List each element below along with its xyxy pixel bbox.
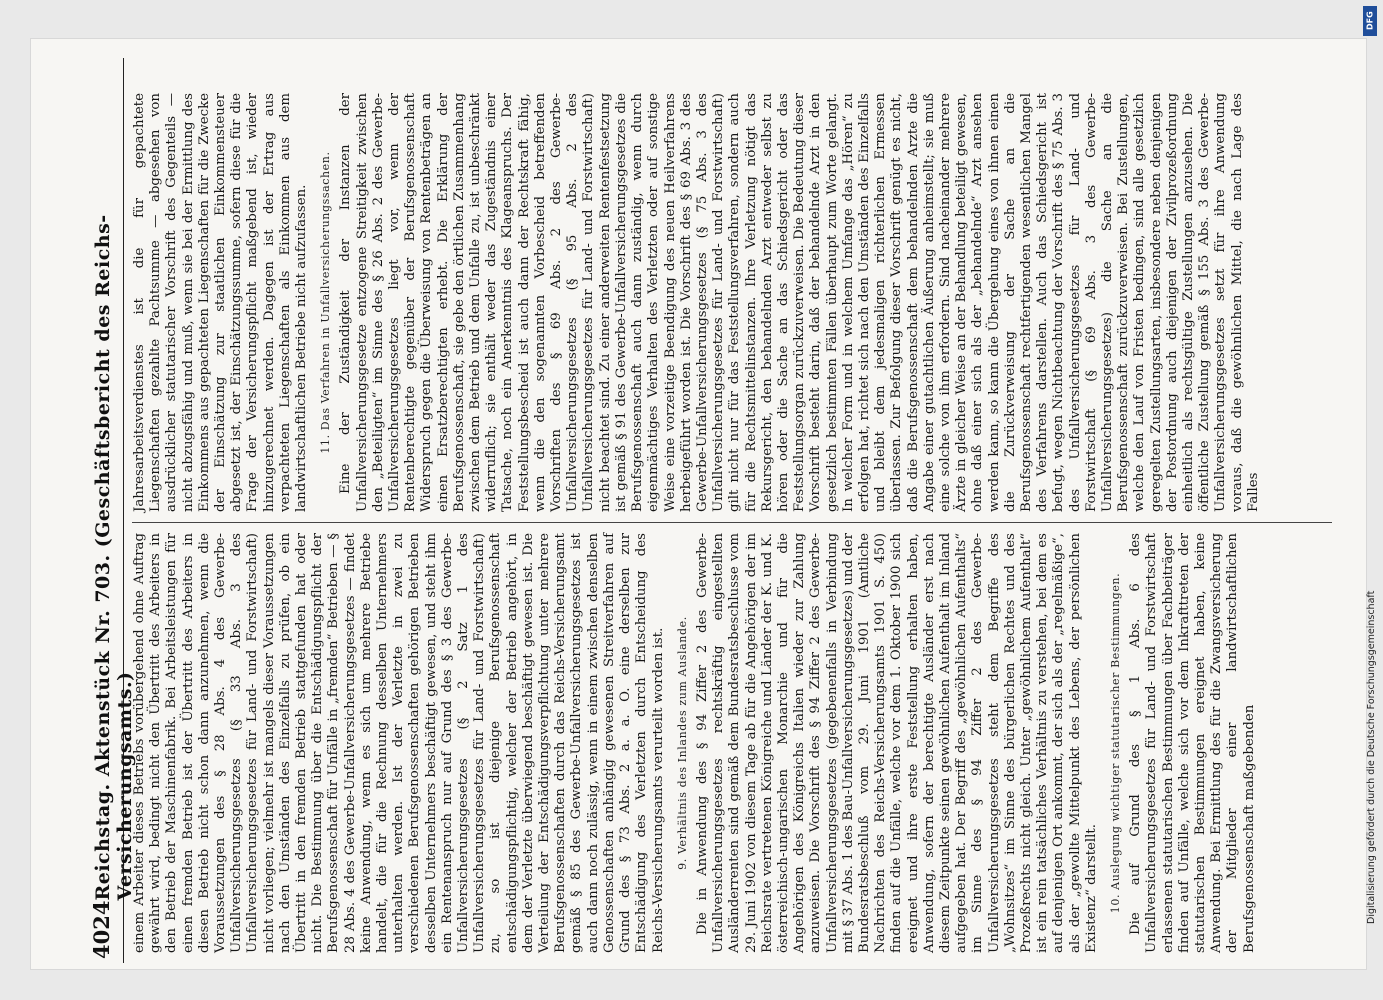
running-title: Reichstag. Aktenstück Nr. 703. (Geschäftsbericht des Reichs-Versicherungsamts.) [92, 214, 136, 901]
digitization-credit: Digitalisierung gefördert durch die Deutsche Forschungsgemeinschaft [1366, 590, 1377, 924]
paragraph: Eine der Zuständigkeit der Instanzen der Unfallversicherungsgesetze entzogene Streitigkeit zwischen den „Beteiligten“ im Sinne des § 26 Abs. 2 des Gewerbe-Unfallversicherungsgesetzes liegt vor, wenn der Rentenberechtigte gegenüber der Berufsgenossenschaft Widerspruch gegen die Überweisung von Rentenbeträgen an einen Ersatzberechtigten erhebt. Die Erklärung der Berufsgenossenschaft, sie gebe den örtlichen Zusammenhang zwischen dem Betrieb und dem Unfalle zu, ist unbeschränkt widerruflich; sie enthält weder das Zugeständnis einer Tatsache, noch ein Anerkenntnis des Klageanspruchs. Der Feststellungsbescheid ist auch dann der Rechtskraft fähig, wenn die den sogenannten Vorbescheid betreffenden Vorschriften des § 69 Abs. 2 des Gewerbe-Unfallversicherungsgesetzes (§ 95 Abs. 2 des Unfallversicherungsgesetzes für Land- und Forstwirtschaft) nicht beachtet sind. Zu einer anderweiten Rentenfestsetzung ist gemäß § 91 des Gewerbe-Unfallversicherungsgesetzes die Berufsgenossenschaft auch dann zuständig, wenn durch eigenmächtiges Verhalten des Verletzten oder auf sonstige Weise eine vorzeitige Beendigung des neuen Heilverfahrens herbeigeführt worden ist. Die Vorschrift des § 69 Abs. 3 des Gewerbe-Unfallversicherungsgesetzes (§ 75 Abs. 3 des Unfallversicherungsgesetzes für Land- und Forstwirtschaft) gilt nicht nur für das Feststellungsverfahren, sondern auch für die Rechtsmittelinstanzen. Ihre Verletzung nötigt das Rekursgericht, den behandelnden Arzt entweder selbst zu hören oder die Sache an das Schiedsgericht oder das Feststellungsorgan zurückzuverweisen. Die Bedeutung dieser Vorschrift besteht darin, daß der behandelnde Arzt in den gesetzlich bestimmten Fällen überhaupt zum Worte gelangt. In welcher Form und in welchem Umfange das „Hören“ zu erfolgen hat, richtet sich nach den Umständen des Einzelfalls und bleibt dem jedesmaligen richterlichen Ermessen überlassen. Zur Befolgung dieser Vorschrift genügt es nicht, daß die Berufsgenossenschaft dem behandelnden Arzte die Angabe einer gutachtlichen Äußerung anheimstellt; sie muß eine solche von ihm erfordern. Sind nacheinander mehrere Ärzte in gleicher Weise an der Behandlung beteiligt gewesen, ohne daß einer sich als der „behandelnde“ Arzt ansehen werden kann, so kann die Übergehung eines von ihnen einen die Zurückverweisung der Sache an die Berufsgenossenschaft rechtfertigenden wesentlichen Mangel des Verfahrens darstellen. Auch das Schiedsgericht ist befugt, wegen Nichtbeachtung der Vorschrift des § 75 Abs. 3 des Unfallversicherungsgesetzes für Land- und Forstwirtschaft (§ 69 Abs. 3 des Gewerbe-Unfallversicherungsgesetzes) die Sache an die Berufsgenossenschaft zurückzuverweisen. Bei Zustellungen, welche den Lauf von Fristen bedingen, sind alle gesetzlich geregelten Zustellungsarten, insbesondere neben denjenigen der Postordnung auch diejenigen der Zivilprozeßordnung einheitlich als rechtsgültige Zustellungen anzusehen. Die öffentliche Zustellung gemäß § 155 Abs. 3 des Gewerbe-Unfallversicherungsgesetzes setzt für ihre Anwendung voraus, daß die gewöhnlichen Mittel, die nach Lage des Falles [338, 93, 1261, 512]
paragraph: Die auf Grund des § 1 Abs. 6 des Unfallversicherungsgesetzes für Land- und Forstwirtschaft erlassenen statutarischen Bestimmungen über Fachbeiträger finden auf Unfälle, welche sich vor dem Inkrafttreten der statutarischen Bestimmungen ereignet haben, keine Anwendung. Bei Ermittlung des für die Zwangsversicherung der Mitglieder einer landwirtschaftlichen Berufsgenossenschaft maßgebenden [1128, 533, 1257, 953]
section-heading: 11. Das Verfahren in Unfallversicherungssachen. [319, 151, 333, 454]
dfg-logo: DFG [1363, 6, 1377, 36]
section-heading: 9. Verhältnis des Inlandes zum Auslande. [675, 616, 689, 870]
scanned-page [30, 38, 1367, 970]
paragraph: Jahresarbeitsverdienstes ist die für gepachtete Liegenschaften gezahlte Pachtsumme — abgesehen von ausdrücklicher statutarischer Vorschrift des Gegenteils — nicht abzugsfähig und muß, wenn sie bei der Ermittlung des Einkommens aus gepachteten Liegenschaften für die Zwecke der Einschätzung zur staatlichen Einkommensteuer abgesetzt ist, der Einschätzungssumme, sofern diese für die Frage der Versicherungspflicht maßgebend ist, wieder hinzugerechnet werden. Dagegen ist der Ertrag aus verpachteten Liegenschaften als Einkommen aus dem landwirtschaftlichen Betriebe nicht aufzufassen. [132, 93, 310, 512]
page-number: 4024 [89, 900, 114, 959]
page-header [89, 58, 136, 963]
paragraph: Die in Anwendung des § 94 Ziffer 2 des Gewerbe-Unfallversicherungsgesetzes rechtskräftig eingestellten Ausländerrenten sind gemäß dem Bundesratsbeschlusse vom 29. Juni 1902 von diesem Tage ab für die Angehörigen der im Reichsrate vertretenen Königreiche und Länder der K. und K. österreichisch-ungarischen Monarchie und für die Angehörigen des Königreichs Italien wieder zur Zahlung anzuweisen. Die Vorschrift des § 94 Ziffer 2 des Gewerbe-Unfallversicherungsgesetzes (gegebenenfalls in Verbindung mit § 37 Abs. 1 des Bau-Unfallversicherungsgesetzes) und der Bundesratsbeschluß vom 29. Juni 1901 (Amtliche Nachrichten des Reichs-Versicherungsamts 1901 S. 450) finden auf die Unfälle, welche vor dem 1. Oktober 1900 sich ereignet und ihre erste Feststellung erhalten haben, Anwendung, sofern der berechtigte Ausländer erst nach diesem Zeitpunkte seinen gewöhnlichen Aufenthalt im Inland aufgegeben hat. Der Begriff des „gewöhnlichen Aufenthalts“ im Sinne des § 94 Ziffer 2 des Gewerbe-Unfallversicherungsgesetzes steht dem Begriffe des „Wohnsitzes“ im Sinne des bürgerlichen Rechtes und des Prozeßrechts nicht gleich. Unter „gewöhnlichem Aufenthalt“ ist ein rein tatsächliches Verhältnis zu verstehen, bei dem es auf denjenigen Ort ankommt, der sich als der „regelmäßige“, als der „gewollte Mittelpunkt des Lebens, der persönlichen Existenz“ darstellt. [694, 533, 1099, 953]
rotated-content [89, 58, 1344, 963]
section-heading: 10. Auslegung wichtiger statutarischer Bestimmungen. [1108, 572, 1122, 914]
text-columns [132, 58, 1332, 963]
paragraph: einem Arbeiter dieses Betriebs vorübergehend ohne Auftrag gewährt wird, bedingt nicht den Übertritt des Arbeiters in den Betrieb der Maschinenfabrik. Bei Arbeitsleistungen für einen fremden Betrieb ist der Übertritt des Arbeiters in diesen Betrieb nicht schon dann anzunehmen, wenn die Voraussetzungen des § 28 Abs. 4 des Gewerbe-Unfallversicherungsgesetzes (§ 33 Abs. 3 des Unfallversicherungsgesetzes für Land- und Forstwirtschaft) nicht vorliegen; vielmehr ist mangels dieser Voraussetzungen nach den Umständen des Einzelfalls zu prüfen, ob ein Übertritt in den fremden Betrieb stattgefunden hat oder nicht. Die Bestimmung über die Entschädigungspflicht der Berufsgenossenschaft für Unfälle in „fremden“ Betrieben — § 28 Abs. 4 des Gewerbe-Unfallversicherungsgesetzes — findet keine Anwendung, wenn es sich um mehrere Betriebe handelt, die für die Rechnung desselben Unternehmers unterhalten werden. Ist der Verletzte in zwei zu verschiedenen Berufsgenossenschaften gehörigen Betrieben desselben Unternehmers beschäftigt gewesen, und steht ihm ein Rentenanspruch nur auf Grund des § 3 des Gewerbe-Unfallversicherungsgesetzes (§ 2 Satz 1 des Unfallversicherungsgesetzes für Land- und Forstwirtschaft) zu, so ist diejenige Berufsgenossenschaft entschädigungspflichtig, welcher der Betrieb angehört, in dem der Verletzte überwiegend beschäftigt gewesen ist. Die Verteilung der Entschädigungsverpflichtung unter mehrere Berufsgenossenschaften durch das Reichs-Versicherungsamt gemäß § 85 des Gewerbe-Unfallversicherungsgesetzes ist auch dann noch zulässig, wenn in einem zwischen denselben Genossenschaften anhängig gewesenen Streitverfahren auf Grund des § 73 Abs. 2 a. a. O. eine derselben zur Entschädigung des Verletzten durch Entscheidung des Reichs-Versicherungsamts verurteilt worden ist. [132, 533, 666, 953]
right-column [132, 83, 1332, 523]
left-column [132, 523, 1332, 963]
